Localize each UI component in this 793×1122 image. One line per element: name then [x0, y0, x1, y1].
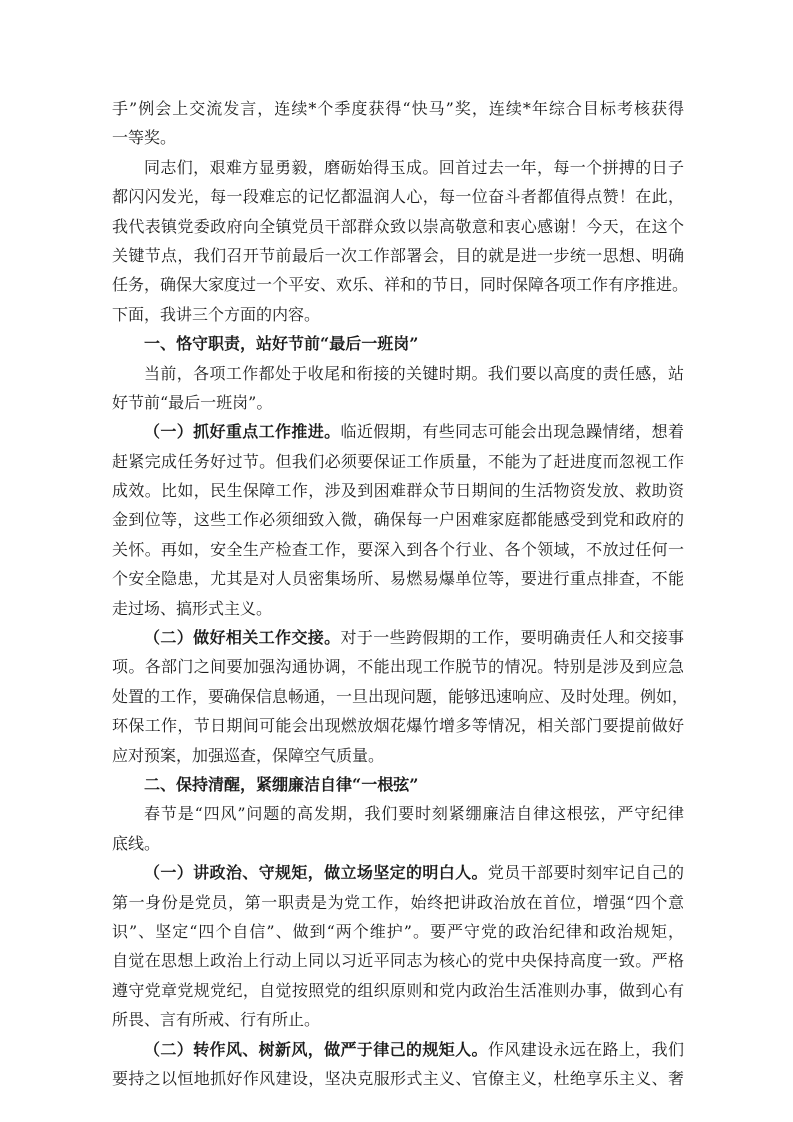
- paragraph-line: 遵守党章党规党纪，自觉按照党的组织原则和党内政治生活准则办事，做到心有: [112, 980, 684, 1000]
- paragraph-line: 关怀。再如，安全生产检查工作，要深入到各个行业、各个领域，不放过任何一: [112, 539, 684, 559]
- paragraph-line: 自觉在思想上政治上行动上同以习近平同志为核心的党中央保持高度一致。严格: [112, 951, 684, 971]
- subsection-paragraph-line: [112, 417, 684, 446]
- paragraph-line: 关键节点，我们召开节前最后一次工作部署会，目的就是进一步统一思想、明确: [112, 245, 684, 265]
- subsection-paragraph-line: [112, 858, 684, 887]
- subsection-title: （二）做好相关工作交接。: [144, 628, 341, 648]
- subsection-title: （一）抓好重点工作推进。: [144, 422, 341, 442]
- subsection-text: 对于一些跨假期的工作，要明确责任人和交接事: [340, 628, 684, 648]
- paragraph-line: 要持之以恒地抓好作风建设，坚决克服形式主义、官僚主义，杜绝享乐主义、奢: [112, 1068, 684, 1088]
- subsection-text: 作风建设永远在路上，我们: [487, 1039, 684, 1059]
- section-heading: 一、恪守职责，站好节前“最后一班岗”: [144, 334, 419, 354]
- paragraph-line: 环保工作，节日期间可能会出现燃放烟花爆竹增多等情况，相关部门要提前做好: [112, 716, 684, 736]
- paragraph-line: 赶紧完成任务好过节。但我们必须要保证工作质量，不能为了赶进度而忽视工作: [112, 451, 684, 471]
- paragraph-line: 任务，确保大家度过一个平安、欢乐、祥和的节日，同时保障各项工作有序推进。: [112, 275, 689, 295]
- subsection-title: （一）讲政治、守规矩，做立场坚定的明白人。: [144, 863, 488, 883]
- paragraph-line: 成效。比如，民生保障工作，涉及到困难群众节日期间的生活物资发放、救助资: [112, 481, 684, 501]
- paragraph-line: 好节前“最后一班岗”。: [112, 392, 273, 412]
- paragraph-line: 第一身份是党员，第一职责是为党工作，始终把讲政治放在首位，增强“四个意: [112, 892, 684, 912]
- section-heading: 二、保持清醒，紧绷廉洁自律“一根弦”: [144, 774, 419, 794]
- subsection-paragraph-line: [112, 1035, 684, 1064]
- paragraph-line: 当前，各项工作都处于收尾和衔接的关键时期。我们要以高度的责任感，站: [144, 363, 684, 383]
- paragraph-line: 底线。: [112, 833, 161, 853]
- paragraph-line: 个安全隐患，尤其是对人员密集场所、易燃易爆单位等，要进行重点排查，不能: [112, 569, 684, 589]
- paragraph-line: 项。各部门之间要加强沟通协调，不能出现工作脱节的情况。特别是涉及到应急: [112, 657, 684, 677]
- paragraph-line: 走过场、搞形式主义。: [112, 598, 273, 618]
- paragraph-line: 都闪闪发光，每一段难忘的记忆都温润人心，每一位奋斗者都值得点赞！在此，: [112, 187, 684, 207]
- subsection-title: （二）转作风、树新风，做严于律己的规矩人。: [144, 1039, 488, 1059]
- paragraph-line: 识”、坚定“四个自信”、做到“两个维护”。要严守党的政治纪律和政治规矩，: [112, 921, 684, 941]
- paragraph-line: 下面，我讲三个方面的内容。: [112, 304, 321, 324]
- paragraph-line: 应对预案，加强巡查，保障空气质量。: [112, 745, 385, 765]
- paragraph-line: 手”例会上交流发言，连续*个季度获得“快马”奖，连续*年综合目标考核获得: [112, 99, 684, 118]
- paragraph-line: 春节是“四风”问题的高发期，我们要时刻紧绷廉洁自律这根弦，严守纪律: [144, 804, 684, 824]
- paragraph-line: 处置的工作，要确保信息畅通，一旦出现问题，能够迅速响应、及时处理。例如，: [112, 686, 689, 706]
- document-page: [112, 94, 689, 1093]
- paragraph-line: 所畏、言有所戒、行有所止。: [112, 1010, 321, 1030]
- paragraph-line: 一等奖。: [112, 128, 177, 148]
- subsection-paragraph-line: [112, 623, 684, 652]
- subsection-text: 临近假期，有些同志可能会出现急躁情绪，想着: [340, 422, 684, 442]
- paragraph-line: 同志们，艰难方显勇毅，磨砺始得玉成。回首过去一年，每一个拼搏的日子: [144, 157, 684, 177]
- subsection-text: 党员干部要时刻牢记自己的: [487, 863, 684, 883]
- paragraph-line: 金到位等，这些工作必须细致入微，确保每一户困难家庭都能感受到党和政府的: [112, 510, 684, 530]
- paragraph-line: 我代表镇党委政府向全镇党员干部群众致以崇高敬意和衷心感谢！今天，在这个: [112, 216, 684, 236]
